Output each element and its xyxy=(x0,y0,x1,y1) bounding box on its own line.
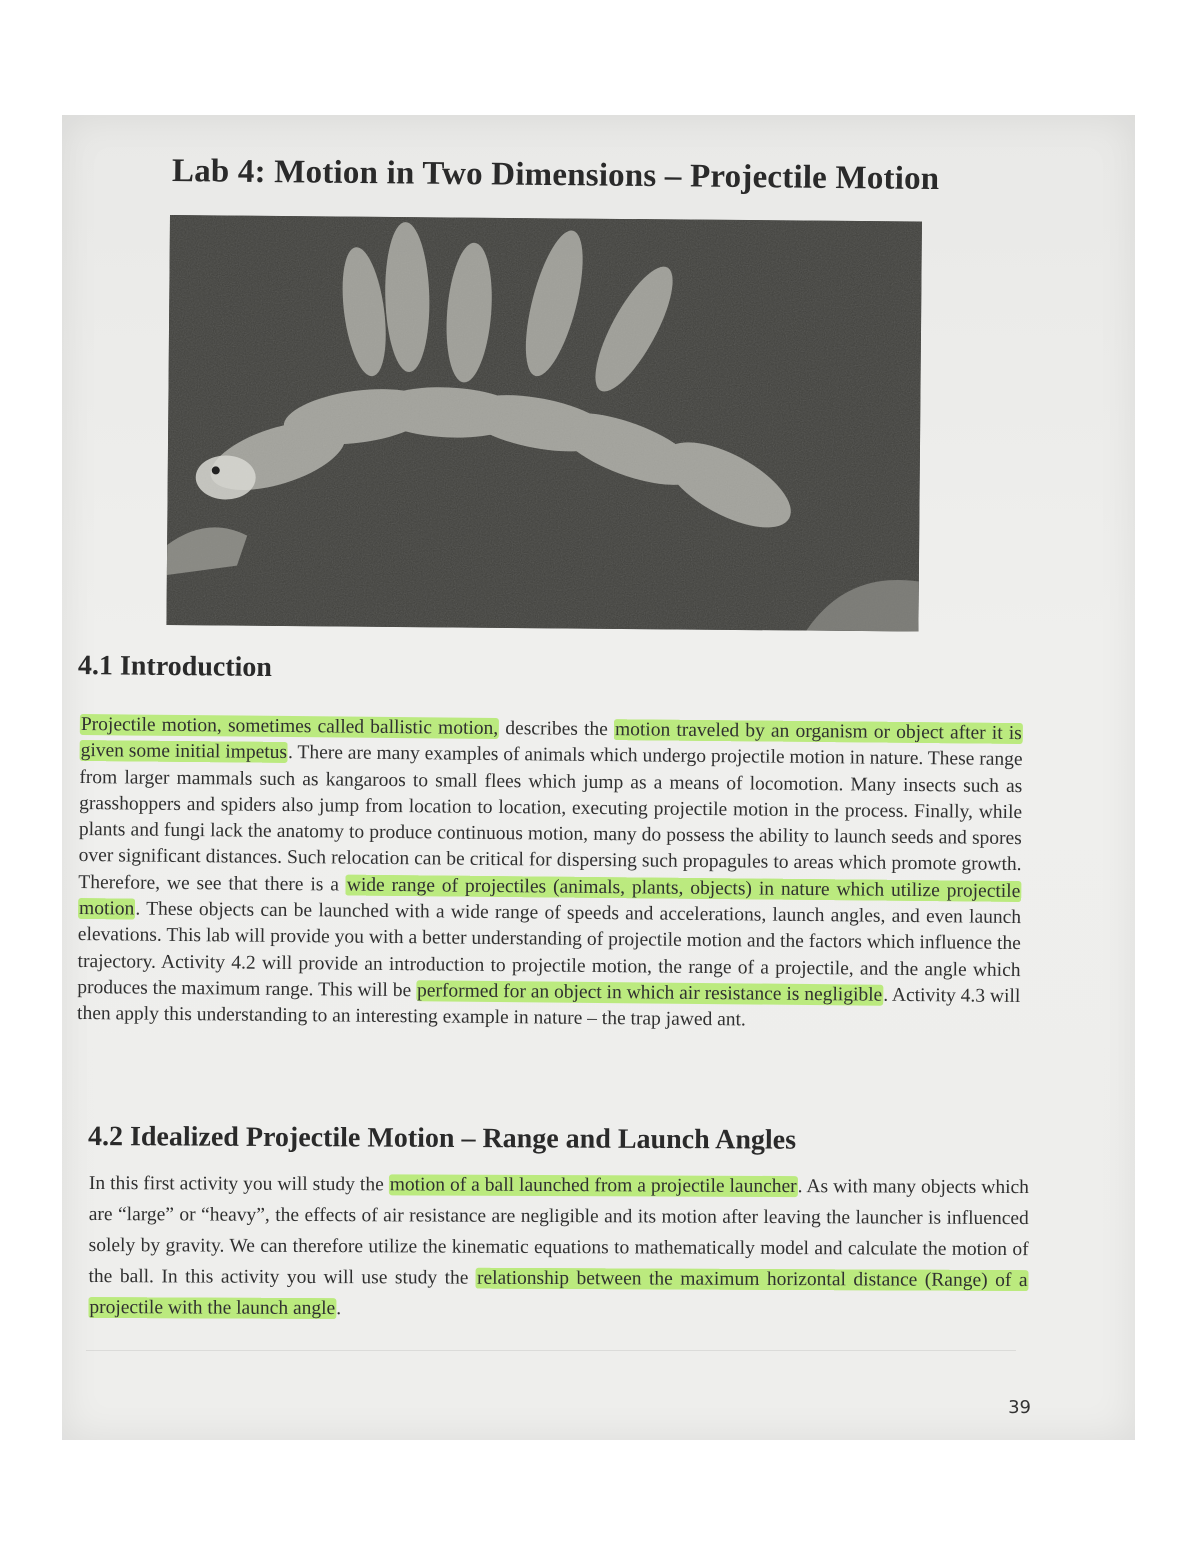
textbook-page xyxy=(62,115,1135,1440)
idealized-motion-paragraph xyxy=(88,1168,1029,1327)
text-segment: . As with many objects which are “large” or “heavy”, the effects of air resistance are negligible and its motion after leaving the launcher is influenced solely by gravity. We can therefore utilize the kinematic equations to mathematically model and calculate the motion of the ball. In this activity you will use study the xyxy=(88,1176,1029,1289)
page-number: 39 xyxy=(1008,1397,1031,1418)
text-segment: . These objects can be launched with a wide range of speeds and accelerations, launch angles, and even launch elevations. This lab will provide you with a better understanding of projectile motion and the factors which influence the trajectory. Activity 4.2 will provide an introduction to projectile motion, the range of a projectile, and the angle which produces the maximum range. This will be xyxy=(77,898,1022,1002)
section-heading-idealized-motion: 4.2 Idealized Projectile Motion – Range and Launch Angles xyxy=(87,1121,797,1156)
leaping-squirrel-icon xyxy=(166,215,922,632)
text-segment: performed for an object in which air resistance is negligible xyxy=(416,980,883,1006)
text-segment: wide range of projectiles (animals, plants, objects) in nature which utilize projectile motion xyxy=(79,874,1021,920)
divider xyxy=(86,1350,1016,1351)
squirrel-leap-photo xyxy=(166,215,922,632)
text-segment: Projectile motion, sometimes called ballistic motion, xyxy=(80,714,499,740)
text-segment: In this first activity you will study the xyxy=(88,1173,389,1196)
text-segment: . Activity 4.3 will then apply this understanding to an interesting example in nature – the trap jawed ant. xyxy=(77,984,1021,1031)
section-heading-introduction: 4.1 Introduction xyxy=(77,650,273,684)
text-segment: describes the xyxy=(499,718,615,741)
text-segment: relationship between the maximum horizontal distance (Range) of a projectile with the launch angle xyxy=(89,1267,1028,1320)
lab-title: Lab 4: Motion in Two Dimensions – Projectile Motion xyxy=(171,153,940,198)
text-segment: . There are many examples of animals which undergo projectile motion in nature. These range from larger mammals such as kangaroos to small flees which jump as a means of locomotion. Many insects such as grasshoppers and spiders also jump from location to location, executing projectile motion in the process. Finally, while plants and fungi lack the anatomy to produce continuous motion, many do possess the ability to launch seeds and spores over significant distances. Such relocation can be critical for dispersing such propagules to areas which promote growth. Therefore, we see that there is a xyxy=(78,742,1023,896)
text-segment: motion traveled by an organism or object after it is given some initial impetus xyxy=(80,719,1022,764)
text-segment: motion of a ball launched from a projectile launcher xyxy=(389,1174,797,1198)
text-segment: . xyxy=(336,1298,342,1320)
introduction-paragraph xyxy=(77,712,1023,1037)
